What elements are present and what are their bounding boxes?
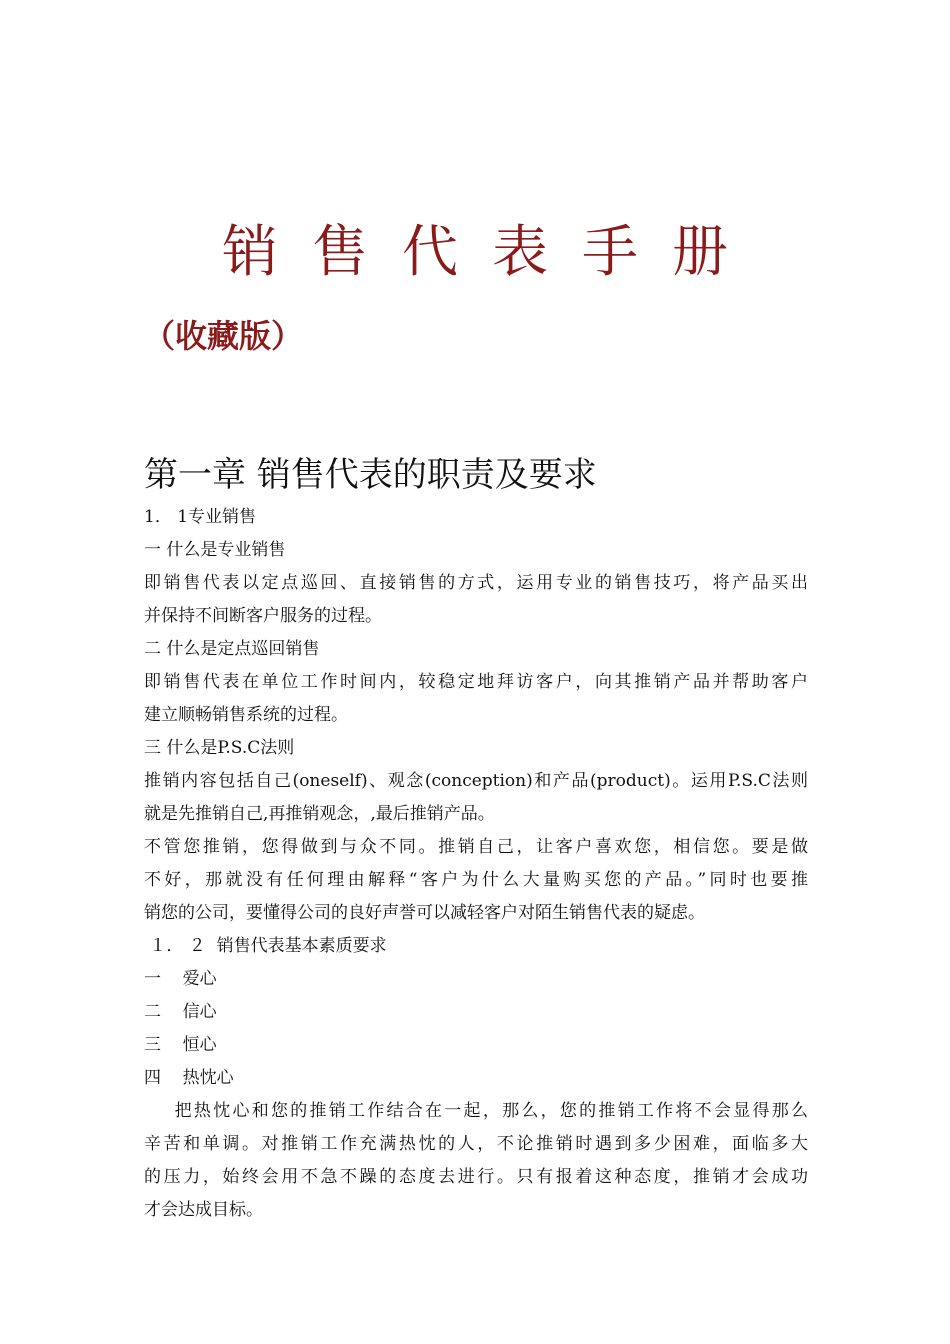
paragraph-line: 并保持不间断客户服务的过程。 — [144, 606, 382, 626]
paragraph-line: 不管您推销，您得做到与众不同。推销自己，让客户喜欢您，相信您。要是做 — [144, 837, 808, 857]
section-heading: 1． 1专业销售 — [144, 507, 257, 527]
chapter-heading: 第一章 销售代表的职责及要求 — [144, 455, 597, 495]
chapter-body — [144, 501, 808, 1227]
paragraph-line: 推销内容包括自己(oneself)、观念(conception)和产品(product)。运用P.S.C法则 — [144, 771, 808, 791]
list-item: 四 热忱心 — [144, 1068, 234, 1088]
paragraph-line: 的压力，始终会用不急不躁的态度去进行。只有报着这种态度，推销才会成功 — [144, 1167, 808, 1187]
paragraph-line: 辛苦和单调。对推销工作充满热忱的人，不论推销时遇到多少困难，面临多大 — [144, 1134, 808, 1154]
document-subtitle: （收藏版） — [143, 317, 304, 355]
subsection-heading: 三 什么是P.S.C法则 — [144, 738, 295, 758]
list-item: 三 恒心 — [144, 1035, 217, 1055]
paragraph-line: 即销售代表在单位工作时间内，较稳定地拜访客户，向其推销产品并帮助客户 — [144, 672, 808, 692]
paragraph-line: 就是先推销自己,再推销观念，,最后推销产品。 — [144, 804, 495, 824]
paragraph-line: 即销售代表以定点巡回、直接销售的方式，运用专业的销售技巧，将产品买出 — [144, 573, 808, 593]
list-item: 二 信心 — [144, 1002, 217, 1022]
document-title: 销售代表手册 — [222, 220, 762, 285]
section-heading: １． ２ 销售代表基本素质要求 — [144, 936, 387, 956]
paragraph-line: 销您的公司，要懂得公司的良好声誉可以减轻客户对陌生销售代表的疑虑。 — [144, 903, 705, 923]
paragraph-line: 才会达成目标。 — [144, 1200, 263, 1220]
list-item: 一 爱心 — [144, 969, 217, 989]
paragraph-line: 不好，那就没有任何理由解释“客户为什么大量购买您的产品。”同时也要推 — [144, 870, 808, 890]
paragraph-line: 建立顺畅销售系统的过程。 — [144, 705, 348, 725]
paragraph-line: 把热忱心和您的推销工作结合在一起，那么，您的推销工作将不会显得那么 — [144, 1101, 808, 1121]
subsection-heading: 一 什么是专业销售 — [144, 540, 286, 560]
subsection-heading: 二 什么是定点巡回销售 — [144, 639, 320, 659]
